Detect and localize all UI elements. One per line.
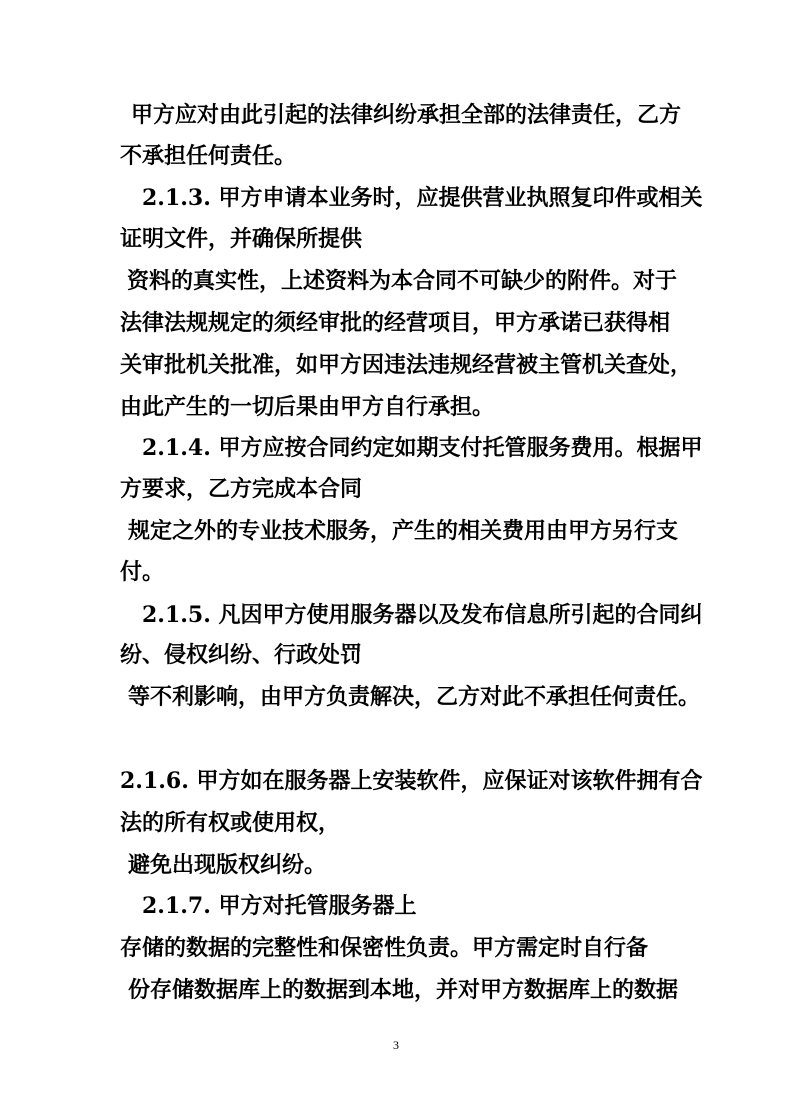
text-line: 方要求，乙方完成本合同 [120, 476, 363, 502]
text-line: 纷、侵权纠纷、行政处罚 [120, 642, 363, 668]
text-line: 法的所有权或使用权， [120, 810, 341, 836]
text-line: 法律法规规定的须经审批的经营项目，甲方承诺已获得相 [120, 310, 671, 336]
clause-2-1-5-line: 2.1.5. 凡因甲方使用服务器以及发布信息所引起的合同纠 [142, 602, 703, 628]
text-line: 等不利影响，由甲方负责解决，乙方对此不承担任何责任。 [128, 684, 701, 710]
text-line: 证明文件，并确保所提供 [120, 226, 363, 252]
text-line: 规定之外的专业技术服务，产生的相关费用由甲方另行支 [128, 518, 679, 544]
text-line: 避免出现版权纠纷。 [128, 852, 327, 878]
page-number: 3 [393, 1038, 399, 1052]
text-line: 份存储数据库上的数据到本地，并对甲方数据库上的数据 [128, 977, 679, 1003]
clause-2-1-7-line: 2.1.7. 甲方对托管服务器上 [142, 893, 417, 919]
text-line: 由此产生的一切后果由甲方自行承担。 [120, 394, 495, 420]
text-line: 不承担任何责任。 [120, 143, 297, 169]
clause-2-1-4-line: 2.1.4. 甲方应按合同约定如期支付托管服务费用。根据甲 [142, 435, 703, 461]
text-line: 存储的数据的完整性和保密性负责。甲方需定时自行备 [120, 935, 649, 961]
text-line: 关审批机关批准，如甲方因违法违规经营被主管机关查处， [120, 352, 693, 378]
text-line: 付。 [120, 559, 165, 585]
clause-2-1-6-line: 2.1.6. 甲方如在服务器上安装软件，应保证对该软件拥有合 [120, 768, 703, 794]
text-line: 甲方应对由此引起的法律纠纷承担全部的法律责任，乙方 [131, 102, 682, 128]
text-line: 资料的真实性，上述资料为本合同不可缺少的附件。对于 [127, 268, 678, 294]
clause-2-1-3-line: 2.1.3. 甲方申请本业务时，应提供营业执照复印件或相关 [142, 185, 703, 211]
